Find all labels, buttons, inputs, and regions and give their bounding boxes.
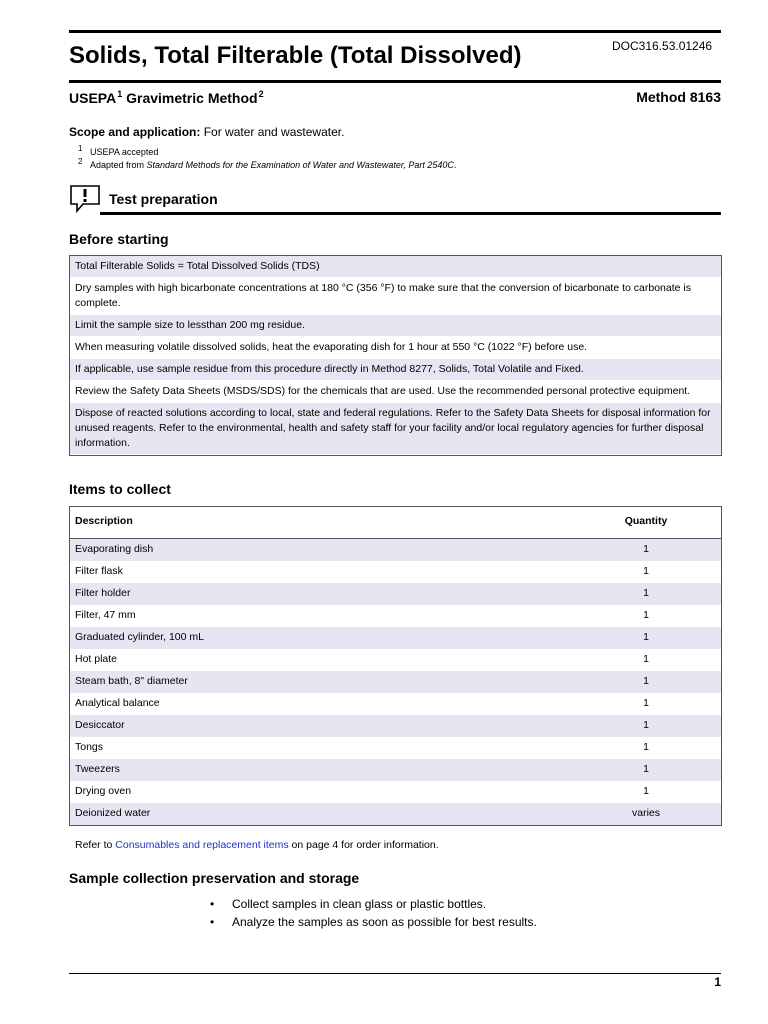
item-description: Filter flask xyxy=(75,565,123,577)
item-description: Evaporating dish xyxy=(75,543,154,555)
item-quantity: 1 xyxy=(643,741,649,753)
title-rule xyxy=(69,80,721,83)
before-starting-row: Total Filterable Solids = Total Dissolved Solids (TDS) xyxy=(70,256,721,278)
bullet: • xyxy=(210,915,215,929)
item-description: Filter, 47 mm xyxy=(75,609,136,621)
item-description: Filter holder xyxy=(75,587,131,599)
scope-text: For water and wastewater. xyxy=(200,125,345,139)
item-quantity: 1 xyxy=(643,609,649,621)
table-row xyxy=(70,781,721,803)
footnote-prefix: Adapted from xyxy=(90,160,147,170)
method-number: Method 8163 xyxy=(636,89,721,105)
section-rule xyxy=(100,212,721,215)
list-item-text: Analyze the samples as soon as possible for best results. xyxy=(232,915,537,929)
table-row xyxy=(70,561,721,583)
table-row xyxy=(70,605,721,627)
item-description: Deionized water xyxy=(75,807,151,819)
method-type: Gravimetric Method xyxy=(122,90,258,106)
list-item-text: Collect samples in clean glass or plastic bottles. xyxy=(232,897,487,911)
item-quantity: 1 xyxy=(643,631,649,643)
scope-line xyxy=(69,125,344,139)
items-table xyxy=(69,506,722,826)
table-row xyxy=(70,539,721,561)
table-row xyxy=(70,693,721,715)
item-description: Analytical balance xyxy=(75,697,160,709)
consumables-link[interactable]: Consumables and replacement items xyxy=(115,839,289,851)
footnote-number: 1 xyxy=(78,144,83,153)
footer-rule xyxy=(69,973,721,974)
doc-number: DOC316.53.01246 xyxy=(612,39,713,53)
section-title-test-preparation: Test preparation xyxy=(109,191,218,207)
before-starting-table xyxy=(69,255,722,456)
sample-collection-heading: Sample collection preservation and storage xyxy=(69,870,360,886)
item-description: Steam bath, 8" diameter xyxy=(75,675,188,687)
sample-collection-list xyxy=(210,897,537,933)
footnote-number: 2 xyxy=(78,157,83,166)
bullet: • xyxy=(210,897,215,911)
column-header-quantity: Quantity xyxy=(624,515,668,527)
item-quantity: 1 xyxy=(643,565,649,577)
table-row xyxy=(70,759,721,781)
table-row xyxy=(70,583,721,605)
item-quantity: varies xyxy=(631,807,660,819)
items-to-collect-heading: Items to collect xyxy=(69,481,171,497)
footnote-source: Standard Methods for the Examination of Water and Wastewater, Part 2540C xyxy=(146,160,454,170)
before-starting-row: Limit the sample size to lessthan 200 mg residue. xyxy=(70,315,721,337)
table-row xyxy=(70,627,721,649)
list-item xyxy=(210,897,537,915)
footnote-ref-1: 1 xyxy=(117,89,123,99)
item-quantity: 1 xyxy=(643,587,649,599)
item-quantity: 1 xyxy=(643,543,649,555)
before-starting-row: Review the Safety Data Sheets (MSDS/SDS) for the chemicals that are used. Use the recommended personal protective equipment. xyxy=(70,381,721,403)
table-row xyxy=(70,715,721,737)
item-description: Tweezers xyxy=(75,763,120,775)
page-number: 1 xyxy=(714,975,721,989)
item-description: Tongs xyxy=(75,741,104,753)
footnote-ref-2: 2 xyxy=(258,89,264,99)
footnote-text xyxy=(90,160,456,170)
table-row xyxy=(70,671,721,693)
item-quantity: 1 xyxy=(643,719,649,731)
refer-prefix: Refer to xyxy=(75,839,116,851)
item-quantity: 1 xyxy=(643,763,649,775)
table-header xyxy=(70,507,721,539)
item-quantity: 1 xyxy=(643,785,649,797)
top-rule xyxy=(69,30,721,33)
method-name xyxy=(69,89,264,106)
item-quantity: 1 xyxy=(643,653,649,665)
table-row xyxy=(70,737,721,759)
before-starting-row: Dry samples with high bicarbonate concentrations at 180 °C (356 °F) to make sure that the conversion of bicarbonate to carbonate is complete. xyxy=(70,278,721,315)
footnote-text: USEPA accepted xyxy=(90,147,159,157)
column-header-description: Description xyxy=(75,515,133,527)
before-starting-row: If applicable, use sample residue from this procedure directly in Method 8277, Solids, Total Volatile and Fixed. xyxy=(70,359,721,381)
table-row xyxy=(70,649,721,671)
method-agency: USEPA xyxy=(69,90,117,106)
warning-note-icon xyxy=(69,184,101,214)
before-starting-row: When measuring volatile dissolved solids, heat the evaporating dish for 1 hour at 550 °C (1022 °F) before use. xyxy=(70,337,721,359)
footnote-suffix: . xyxy=(453,160,457,170)
refer-line xyxy=(75,839,439,851)
item-quantity: 1 xyxy=(643,675,649,687)
before-starting-row: Dispose of reacted solutions according to local, state and federal regulations. Refer to the Safety Data Sheets for disposal information for unused reagents. Refer to the environmental, health and safety staff for your facility and/or local regulatory agencies for further disposal information. xyxy=(70,403,721,455)
item-quantity: 1 xyxy=(643,697,649,709)
scope-label: Scope and application: xyxy=(69,125,201,139)
item-description: Graduated cylinder, 100 mL xyxy=(75,631,204,643)
page-title: Solids, Total Filterable (Total Dissolved) xyxy=(69,42,522,69)
list-item xyxy=(210,915,537,933)
table-row xyxy=(70,803,721,825)
item-description: Drying oven xyxy=(75,785,132,797)
item-description: Desiccator xyxy=(75,719,125,731)
item-description: Hot plate xyxy=(75,653,118,665)
refer-suffix: on page 4 for order information. xyxy=(288,839,439,851)
before-starting-heading: Before starting xyxy=(69,231,169,247)
